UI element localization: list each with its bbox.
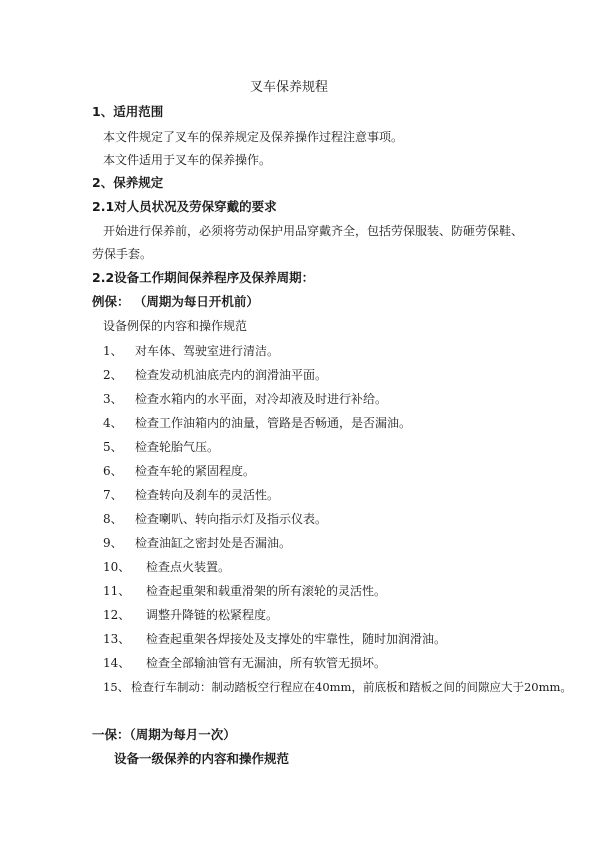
list-item-text: 检查水箱内的水平面，对冷却液及时进行补给。: [135, 392, 388, 406]
list-item-text: 检查全部输油管有无漏油，所有软管无损坏。: [146, 656, 387, 670]
list-item-text: 检查点火装置。: [146, 560, 231, 574]
list-item-text: 检查喇叭、转向指示灯及指示仪表。: [135, 512, 328, 526]
list-item-text: 检查车轮的紧固程度。: [135, 464, 256, 478]
section-1-line-1: 本文件规定了叉车的保养规定及保养操作过程注意事项。: [103, 130, 404, 144]
list-item: [103, 559, 230, 575]
list-item: [103, 607, 278, 623]
list-item-number: 7、: [103, 488, 123, 502]
list-item: [103, 487, 279, 503]
list-item-text: 检查起重架各焊接处及支撑处的牢靠性，随时加润滑油。: [146, 632, 447, 646]
section-2-heading: 2、保养规定: [92, 175, 164, 190]
list-item-text: 检查行车制动：制动踏板空行程应在40mm，前底板和踏板之间的间隙应大于20mm。: [131, 680, 572, 694]
list-item-number: 15、: [103, 680, 130, 694]
list-item-number: 14、: [103, 656, 131, 670]
list-item-text: 调整升降链的松紧程度。: [146, 608, 279, 622]
list-item-number: 9、: [103, 536, 123, 550]
section-2-1-heading: 2.1对人员状况及劳保穿戴的要求: [92, 199, 277, 214]
list-item: [103, 343, 279, 359]
list-item: [103, 511, 327, 527]
monthly-maintenance-heading: 一保：（周期为每月一次）: [92, 727, 236, 742]
section-1-heading: 1、适用范围: [92, 104, 164, 119]
list-item-text: 检查起重架和载重滑架的所有滚轮的灵活性。: [146, 584, 387, 598]
list-item: [103, 391, 387, 407]
list-item-number: 13、: [103, 632, 131, 646]
list-item: [103, 679, 572, 695]
list-item: [103, 367, 327, 383]
section-1-line-2: 本文件适用于叉车的保养操作。: [103, 153, 272, 167]
list-item-text: 检查发动机油底壳内的润滑油平面。: [135, 368, 328, 382]
list-item-number: 1、: [103, 344, 123, 358]
daily-maintenance-intro: 设备例保的内容和操作规范: [103, 319, 248, 333]
list-item-text: 检查油缸之密封处是否漏油。: [135, 536, 292, 550]
list-item-number: 8、: [103, 512, 123, 526]
list-item: [103, 415, 411, 431]
list-item-number: 2、: [103, 368, 123, 382]
list-item-number: 11、: [103, 584, 131, 598]
daily-maintenance-heading: 例保： （周期为每日开机前）: [92, 294, 259, 309]
list-item-number: 10、: [103, 560, 131, 574]
list-item-number: 5、: [103, 440, 123, 454]
list-item-number: 4、: [103, 416, 123, 430]
list-item: [103, 439, 219, 455]
document-title: 叉车保养规程: [250, 80, 329, 95]
monthly-maintenance-intro: 设备一级保养的内容和操作规范: [114, 751, 290, 766]
section-2-1-line-2: 劳保手套。: [92, 247, 153, 261]
section-2-2-heading: 2.2设备工作期间保养程序及保养周期：: [92, 270, 315, 285]
list-item: [103, 583, 386, 599]
list-item: [103, 535, 291, 551]
list-item-number: 3、: [103, 392, 123, 406]
list-item-text: 检查转向及刹车的灵活性。: [135, 488, 280, 502]
list-item: [103, 463, 255, 479]
list-item-text: 检查轮胎气压。: [135, 440, 220, 454]
list-item-text: 检查工作油箱内的油量，管路是否畅通，是否漏油。: [135, 416, 412, 430]
list-item-number: 12、: [103, 608, 131, 622]
list-item-number: 6、: [103, 464, 123, 478]
section-2-1-line-1: 开始进行保养前，必须将劳动保护用品穿戴齐全，包括劳保服装、防砸劳保鞋、: [103, 224, 524, 238]
list-item-text: 对车体、驾驶室进行清洁。: [135, 344, 280, 358]
list-item: [103, 655, 386, 671]
list-item: [103, 631, 446, 647]
